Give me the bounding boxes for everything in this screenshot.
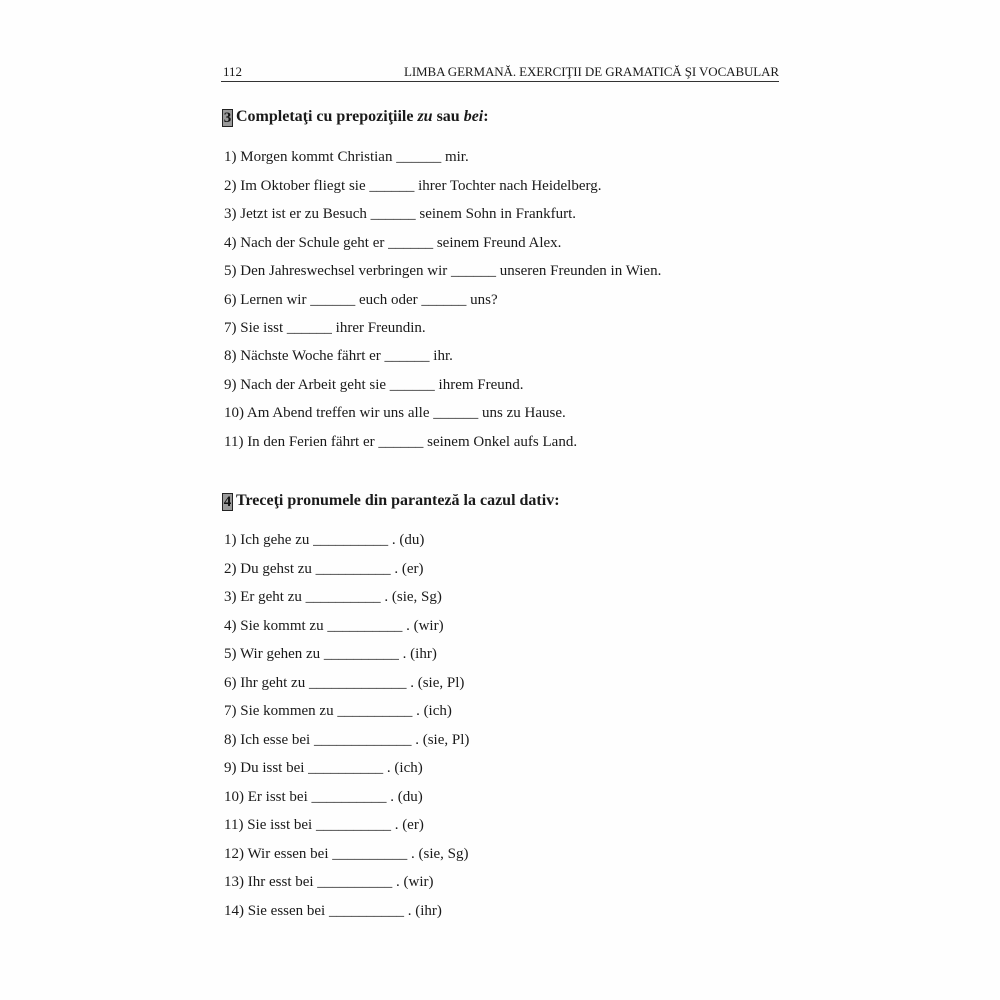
book-title: LIMBA GERMANĂ. EXERCIŢII DE GRAMATICĂ ŞI VOCABULAR <box>403 64 779 79</box>
exercise-item: 7) Sie kommen zu __________ . (ich) <box>224 703 452 719</box>
exercise-item: 12) Wir essen bei __________ . (sie, Sg) <box>224 846 469 862</box>
exercise-item: 11) In den Ferien fährt er ______ seinem Onkel aufs Land. <box>224 434 578 450</box>
exercise-item: 9) Nach der Arbeit geht sie ______ ihrem Freund. <box>224 377 524 393</box>
exercise-item: 11) Sie isst bei __________ . (er) <box>224 817 424 833</box>
exercise-item: 1) Ich gehe zu __________ . (du) <box>224 532 425 548</box>
exercise-item: 1) Morgen kommt Christian ______ mir. <box>224 149 469 165</box>
exercise-item: 7) Sie isst ______ ihrer Freundin. <box>224 320 426 336</box>
exercise-item: 2) Du gehst zu __________ . (er) <box>224 561 424 577</box>
exercise-3-heading <box>222 107 489 127</box>
exercise-number-badge: 3 <box>223 110 232 126</box>
exercise-item: 3) Er geht zu __________ . (sie, Sg) <box>224 589 442 605</box>
exercise-item: 3) Jetzt ist er zu Besuch ______ seinem Sohn in Frankfurt. <box>224 206 577 222</box>
page-number: 112 <box>223 64 243 79</box>
exercise-item: 8) Nächste Woche fährt er ______ ihr. <box>224 348 453 364</box>
exercise-item: 13) Ihr esst bei __________ . (wir) <box>224 874 434 890</box>
heading-emphasis-bei: bei <box>463 108 484 125</box>
exercise-item: 2) Im Oktober fliegt sie ______ ihrer Tochter nach Heidelberg. <box>224 178 602 194</box>
heading-text: Completaţi cu prepoziţiile <box>236 108 418 125</box>
exercise-item: 10) Am Abend treffen wir uns alle ______ uns zu Hause. <box>224 405 566 421</box>
exercise-item: 10) Er isst bei __________ . (du) <box>224 789 423 805</box>
running-header <box>221 63 779 82</box>
heading-text: : <box>483 108 489 125</box>
exercise-item: 4) Nach der Schule geht er ______ seinem Freund Alex. <box>224 235 562 251</box>
exercise-item: 8) Ich esse bei _____________ . (sie, Pl) <box>224 732 470 748</box>
heading-text: Treceţi pronumele din paranteză la cazul dativ: <box>236 492 560 509</box>
exercise-item: 5) Den Jahreswechsel verbringen wir ______ unseren Freunden in Wien. <box>224 263 662 279</box>
exercise-item: 6) Lernen wir ______ euch oder ______ uns? <box>224 292 498 308</box>
exercise-4-heading <box>222 491 560 511</box>
heading-emphasis-zu: zu <box>417 108 433 125</box>
exercise-item: 9) Du isst bei __________ . (ich) <box>224 760 423 776</box>
exercise-number-badge: 4 <box>223 494 232 510</box>
heading-text: sau <box>432 108 464 125</box>
exercise-item: 6) Ihr geht zu _____________ . (sie, Pl) <box>224 675 465 691</box>
exercise-item: 4) Sie kommt zu __________ . (wir) <box>224 618 444 634</box>
exercise-item: 14) Sie essen bei __________ . (ihr) <box>224 903 442 919</box>
exercise-item: 5) Wir gehen zu __________ . (ihr) <box>224 646 437 662</box>
